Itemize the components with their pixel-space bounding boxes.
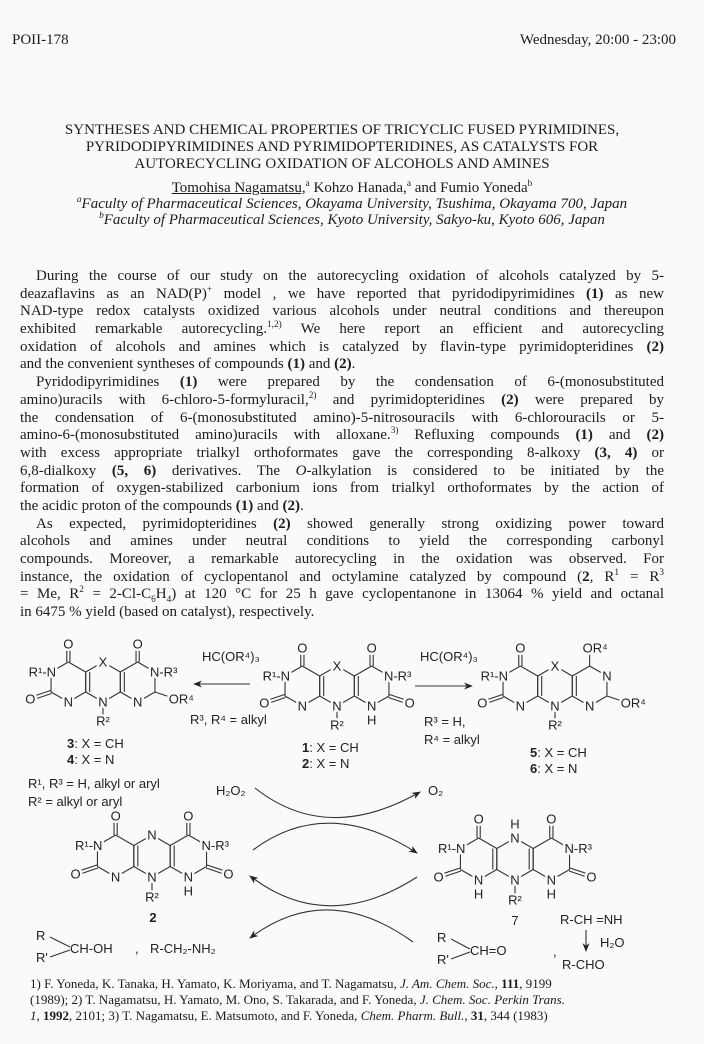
text-run: or [637, 444, 664, 461]
reagent-right: HC(OR⁴)₃ [420, 649, 478, 664]
bond [302, 666, 319, 676]
o2-label: O₂ [428, 783, 444, 798]
atom-label: H [473, 886, 484, 902]
atom-label: N [602, 668, 612, 684]
text-run: 4 [166, 595, 172, 606]
text-run: exhibited remarkable autorecycling. [20, 321, 267, 338]
atom-label: N [183, 869, 194, 885]
compound-label-5: 5: X = CH [530, 745, 587, 760]
atom-label: H [510, 816, 520, 832]
text-run: NAD-type redox catalysts oxidized various alcohols under neutral conditions and thereupon [20, 303, 664, 320]
text-run: and [304, 356, 335, 373]
bond [479, 838, 497, 849]
text-run: b [527, 179, 533, 189]
atom-label: X [332, 658, 342, 674]
text-run: the acidic proton of the compounds [20, 497, 236, 514]
text-run: 6,8-dialkoxy [20, 462, 112, 479]
reference-line [30, 992, 680, 1008]
structure-s1 [259, 641, 415, 733]
bond [116, 835, 134, 846]
product-r-prime: R' [437, 952, 449, 967]
reagent-right-condition-2: R⁴ = alkyl [424, 732, 480, 747]
text-run: amino)uracils with 6-chloro-5-formyluracil, [20, 391, 309, 408]
bond [451, 939, 470, 949]
atom-label: N [147, 827, 157, 843]
text-run: 1,2) [267, 320, 282, 331]
atom-label: O [515, 640, 526, 656]
title-line: AUTORECYCLING OXIDATION OF ALCOHOLS AND AMINES [134, 156, 550, 172]
compound-label-2: 2: X = N [302, 756, 350, 771]
text-run: (2) [282, 497, 300, 514]
text-run: (2) [273, 515, 291, 532]
title-line: SYNTHESES AND CHEMICAL PROPERTIES OF TRICYCLIC FUSED PYRIMIDINES, [64, 122, 620, 138]
text-run: . [351, 356, 356, 373]
bond [50, 950, 70, 957]
text-run: , [464, 1008, 471, 1023]
text-run: Pyridodipyrimidines [36, 374, 180, 391]
atom-label: O [297, 640, 308, 656]
text-run: were prepared by the condensation of 6-(monosubstituted [197, 374, 664, 391]
atom-label: R¹-N [262, 668, 291, 684]
bond [120, 662, 137, 672]
atom-label: R² [145, 889, 159, 905]
text-run: a [305, 179, 310, 189]
product-r: R [437, 930, 447, 945]
curved-arrow-h2o2-o2 [255, 788, 420, 818]
atom-label: R² [508, 892, 522, 908]
text-run: 31 [470, 1008, 484, 1023]
text-run: O [295, 462, 307, 479]
atom-label: N [515, 698, 526, 714]
reagent-right-condition-1: R³ = H, [424, 714, 466, 729]
text-run: oxidation of alcohols and amines which is catalyzed by flavin-type pyrimidopteridines [20, 338, 647, 355]
text-run: 1 [30, 1008, 37, 1023]
text-run: , 2101; 3) T. Nagamatsu, E. Matsumoto, and F. Yoneda, [69, 1008, 361, 1023]
text-run: 1 [614, 567, 619, 578]
compound-label-2-cycle: 2 [149, 910, 157, 925]
text-run: Faculty of Pharmaceutical Sciences, Kyoto University, Sakyo-ku, Kyoto 606, Japan [103, 212, 605, 228]
atom-label: N-R³ [383, 668, 412, 684]
bond [533, 838, 551, 849]
text-run: 1992 [43, 1008, 69, 1023]
structure-s2 [71, 809, 234, 905]
text-run: with excess appropriate trialkyl orthoformates gave the corresponding 8-alkoxy [20, 444, 595, 461]
atom-label: O [473, 811, 484, 827]
text-run: (2) [646, 427, 664, 444]
substrate-alcohol: CH-OH [70, 941, 113, 956]
bond [451, 952, 470, 959]
atom-label: O [404, 695, 415, 711]
substrate-r: R [36, 928, 46, 943]
atom-label: R¹-N [438, 841, 466, 856]
text-run: We here report an efficient and autorecycling [281, 321, 665, 338]
atom-label: O [223, 866, 234, 882]
text-run: , R [589, 568, 615, 585]
reagent-left: HC(OR⁴)₃ [202, 649, 260, 664]
substrate-amine: R-CH₂-NH₂ [150, 941, 216, 956]
atom-label: N [332, 698, 342, 714]
atom-label: N [510, 872, 520, 888]
atom-label: R¹-N [75, 838, 103, 853]
atom-label: N [366, 698, 377, 714]
structure-s5 [477, 641, 646, 733]
atom-label: O [546, 811, 557, 827]
atom-label: N-R³ [149, 664, 178, 680]
atom-label: N [550, 698, 560, 714]
text-run: and pyrimidopteridines [316, 391, 502, 408]
r-group-definition-2: R² = alkyl or aryl [28, 794, 123, 809]
atom-label: R¹-N [480, 668, 509, 684]
text-run: ) at 120 °C for 25 h gave cyclopentanone in 13064 % yield and octanal [171, 586, 664, 603]
text-run: and [592, 427, 647, 444]
text-run: 1) F. Yoneda, K. Tanaka, H. Yamato, K. Moriyama, and T. Nagamatsu, [30, 976, 400, 991]
atom-label: O [110, 808, 121, 824]
text-run: (1) [179, 374, 198, 391]
references [30, 976, 680, 1024]
atom-label: N [473, 872, 484, 888]
text-run: (1) [575, 427, 593, 444]
text-run: J. Am. Chem. Soc. [399, 976, 495, 991]
bond [520, 666, 537, 676]
atom-label: O [132, 636, 143, 652]
bond [572, 666, 589, 676]
text-run: = Me, R [20, 586, 80, 603]
bond [50, 937, 70, 947]
text-run: 2 [79, 585, 84, 596]
text-run: alcohols and amines under neutral conditions to yield the corresponding carbonyl [20, 533, 664, 550]
bond [354, 666, 371, 676]
text-run: J. Chem. Soc. Perkin Trans. [419, 992, 565, 1007]
text-run: = 2-Cl-C [83, 586, 152, 603]
imine: R-CH =NH [560, 912, 623, 927]
text-run: = R [619, 568, 660, 585]
atom-label: O [477, 695, 488, 711]
text-run: , [36, 1008, 43, 1023]
substrate-r-prime: R' [36, 950, 48, 965]
water: H₂O [600, 935, 625, 950]
text-run: derivatives. The [156, 462, 296, 479]
text-run: Chem. Pharm. Bull. [360, 1008, 465, 1023]
text-run: Kohzo Hanada, [309, 180, 407, 196]
curved-arrow-2-to-7 [253, 823, 417, 853]
text-run: and Fumio Yoneda [410, 180, 528, 196]
text-run: a [76, 195, 82, 205]
bond [68, 662, 85, 672]
text-run: 111 [501, 976, 520, 991]
text-run: compounds. Moreover, a remarkable autorecycling in the oxidation was observed. For [20, 551, 664, 567]
atom-label: O [366, 640, 377, 656]
atom-label: O [259, 695, 270, 711]
text-run: 6 [151, 595, 156, 606]
text-run: , 9199 [519, 976, 552, 991]
h2o2-label: H₂O₂ [216, 783, 246, 798]
text-run: model , we have reported that pyridodipyrimidines [212, 285, 587, 302]
compound-label-4: 4: X = N [67, 752, 115, 767]
aldehyde: R-CHO [562, 957, 605, 972]
atom-label: OR⁴ [582, 640, 608, 656]
bond [607, 696, 622, 701]
atom-label: O [433, 869, 444, 885]
bond [170, 835, 188, 846]
atom-label: R² [330, 717, 344, 733]
text-run: 2) [308, 390, 317, 401]
text-run: b [99, 211, 104, 221]
bond [155, 692, 170, 697]
atom-label: N [546, 872, 557, 888]
atom-label: OR⁴ [168, 691, 194, 707]
text-run: (2) [334, 356, 352, 373]
reference-line [30, 976, 680, 992]
text-run: as new [603, 285, 664, 302]
atom-label: N [584, 698, 595, 714]
atom-label: N [110, 869, 121, 885]
comma: , [553, 944, 557, 959]
structure-s7 [434, 812, 597, 908]
title-line: PYRIDODIPYRIMIDINES AND PYRIMIDOPTERIDINES, AS CATALYSTS FOR [85, 139, 599, 155]
curved-arrow-substrates [250, 910, 413, 942]
text-run: (3, 4) [594, 444, 638, 461]
text-run: (2) [501, 391, 519, 408]
text-run: instance, the oxidation of cyclopentanol and octylamine catalyzed by compound ( [20, 568, 583, 585]
text-run: 3 [659, 567, 664, 578]
compound-label-1: 1: X = CH [302, 740, 359, 755]
atom-label: H [546, 886, 557, 902]
text-run: (1989); 2) T. Nagamatsu, H. Yamato, M. Ono, S. Takarada, and F. Yoneda, [30, 992, 420, 1007]
text-run: (1) [235, 497, 254, 514]
text-run: (2) [646, 338, 664, 355]
text-run: + [206, 284, 213, 295]
text-run: and [253, 497, 283, 514]
atom-label: N [98, 694, 108, 710]
atom-label: OR⁴ [620, 695, 646, 711]
atom-label: X [98, 654, 108, 670]
atom-label: R² [548, 717, 562, 733]
comma: , [135, 941, 139, 956]
text-run: , 344 (1983) [483, 1008, 548, 1023]
compound-label-6: 6: X = N [530, 761, 578, 776]
text-run: Refluxing compounds [398, 427, 576, 444]
atom-label: O [586, 869, 597, 885]
atom-label: H [366, 712, 377, 728]
atom-label: N [63, 694, 74, 710]
text-run: deazaflavins as an NAD(P) [20, 285, 207, 302]
curved-arrow-7-to-2 [250, 876, 417, 906]
atom-label: N [510, 830, 520, 846]
text-run: in 6475 % yield (based on catalyst), respectively. [20, 604, 315, 621]
text-run: (5, 6) [111, 462, 157, 479]
text-run: amino-6-(monosubstituted amino)uracils with alloxane. [20, 427, 391, 444]
atom-label: O [183, 808, 194, 824]
text-run: a [406, 179, 411, 189]
atom-label: O [63, 636, 74, 652]
text-run: Faculty of Pharmaceutical Sciences, Okayama University, Tsushima, Okayama 700, Japan [81, 196, 628, 212]
atom-label: R² [96, 713, 110, 729]
compound-label-7: 7 [511, 913, 519, 928]
text-run: and the convenient syntheses of compounds [20, 356, 288, 373]
reference-line [30, 1008, 680, 1024]
text-run: . [299, 497, 304, 514]
atom-label: X [550, 658, 560, 674]
atom-label: N [297, 698, 308, 714]
atom-label: O [25, 691, 36, 707]
text-run: During the course of our study on the autorecycling oxidation of alcohols catalyzed by 5- [36, 268, 664, 284]
compound-label-3: 3: X = CH [67, 736, 124, 751]
text-run: were prepared by [518, 391, 665, 408]
atom-label: N-R³ [564, 841, 592, 856]
text-run: As expected, pyrimidopteridines [36, 515, 274, 532]
structure-s3 [25, 637, 194, 729]
text-run: 3) [390, 426, 399, 437]
text-run: (1) [287, 356, 305, 373]
atom-label: N-R³ [201, 838, 229, 853]
session-code: POII-178 [12, 32, 69, 48]
text-run: the condensation of 6-(monosubstituted amino)-5-nitrosouracils with 6-chlorouracils or 5- [20, 409, 664, 426]
atom-label: N [132, 694, 143, 710]
text-run: formation of oxygen-stabilized carbonium ions from trialkyl orthoformates by the action of [20, 480, 664, 497]
text-run: H [155, 586, 167, 603]
text-run: showed generally strong oxidizing power toward [290, 515, 664, 532]
r-group-definition-1: R¹, R³ = H, alkyl or aryl [28, 776, 160, 791]
session-time: Wednesday, 20:00 - 23:00 [519, 32, 676, 48]
text-run: -alkylation is considered to be initiated by the [306, 462, 665, 479]
text-run: Tomohisa Nagamatsu, [171, 180, 306, 196]
reagent-left-condition: R³, R⁴ = alkyl [190, 712, 267, 727]
text-run: , [494, 976, 502, 991]
atom-label: N [147, 869, 157, 885]
atom-label: O [70, 866, 81, 882]
atom-label: R¹-N [28, 664, 57, 680]
atom-label: H [183, 883, 194, 899]
text-run: 2 [582, 568, 590, 585]
product-carbonyl: CH=O [470, 943, 507, 958]
text-run: (1) [586, 285, 604, 302]
